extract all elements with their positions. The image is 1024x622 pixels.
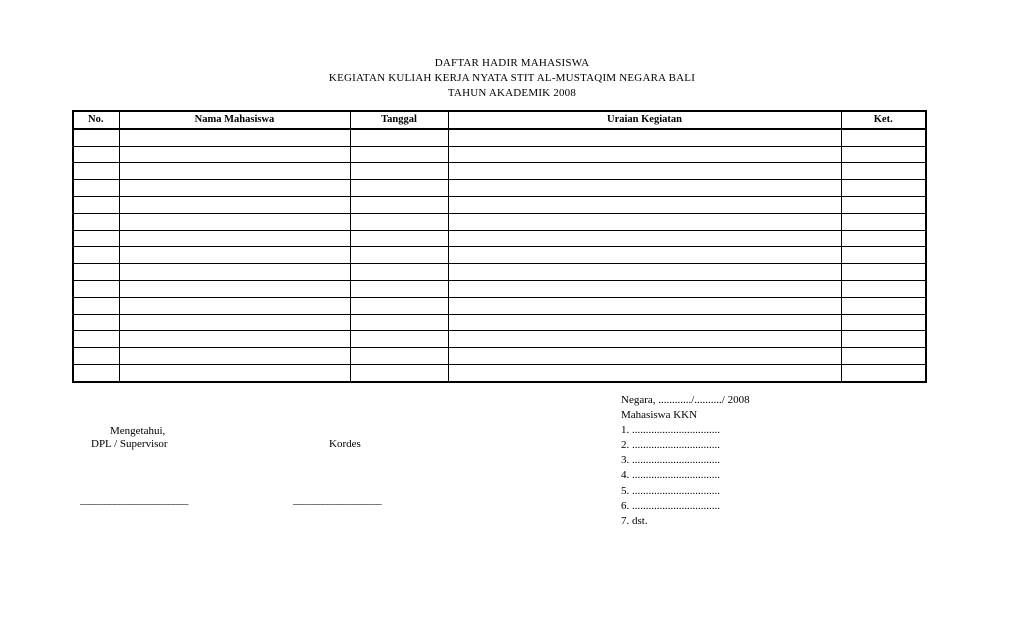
cell-tanggal (350, 163, 448, 180)
cell-nama (119, 180, 350, 197)
cell-nama (119, 348, 350, 365)
table-row (73, 264, 926, 281)
cell-uraian (448, 348, 841, 365)
table-header-row (73, 111, 926, 129)
cell-tanggal (350, 297, 448, 314)
header-academic-year: TAHUN AKADEMIK 2008 (447, 87, 577, 99)
column-header-uraian: Uraian Kegiatan (448, 111, 841, 129)
cell-uraian (448, 264, 841, 281)
cell-no (73, 280, 119, 297)
cell-nama (119, 247, 350, 264)
cell-ket (841, 348, 926, 365)
cell-ket (841, 247, 926, 264)
cell-nama (119, 314, 350, 331)
cell-nama (119, 196, 350, 213)
acknowledgement-label: Mengetahui, (110, 425, 166, 437)
kordes-signature-line: __________________ (293, 494, 382, 506)
cell-ket (841, 331, 926, 348)
student-list-item: 4. ................................ (621, 469, 720, 482)
cell-uraian (448, 247, 841, 264)
cell-tanggal (350, 264, 448, 281)
cell-ket (841, 163, 926, 180)
cell-uraian (448, 297, 841, 314)
cell-uraian (448, 163, 841, 180)
cell-no (73, 348, 119, 365)
cell-nama (119, 331, 350, 348)
cell-nama (119, 264, 350, 281)
cell-ket (841, 314, 926, 331)
cell-no (73, 146, 119, 163)
cell-uraian (448, 180, 841, 197)
cell-nama (119, 230, 350, 247)
cell-no (73, 331, 119, 348)
table-row (73, 129, 926, 146)
cell-nama (119, 280, 350, 297)
student-signature-block (621, 393, 750, 529)
cell-no (73, 297, 119, 314)
cell-no (73, 129, 119, 146)
header-title: DAFTAR HADIR MAHASISWA (434, 57, 590, 69)
cell-tanggal (350, 331, 448, 348)
cell-tanggal (350, 230, 448, 247)
student-list-item: 5. ................................ (621, 484, 720, 497)
table-row (73, 180, 926, 197)
cell-uraian (448, 230, 841, 247)
header-subtitle: KEGIATAN KULIAH KERJA NYATA STIT AL-MUSTAQIM NEGARA BALI (328, 72, 696, 84)
cell-uraian (448, 129, 841, 146)
column-header-nama: Nama Mahasiswa (119, 111, 350, 129)
cell-no (73, 180, 119, 197)
cell-tanggal (350, 146, 448, 163)
student-list-item: 7. dst. (621, 514, 648, 527)
cell-ket (841, 297, 926, 314)
kordes-role: Kordes (329, 438, 361, 450)
attendance-table (72, 110, 927, 383)
cell-nama (119, 297, 350, 314)
table-row (73, 331, 926, 348)
cell-tanggal (350, 247, 448, 264)
cell-tanggal (350, 314, 448, 331)
cell-ket (841, 364, 926, 381)
cell-no (73, 230, 119, 247)
cell-tanggal (350, 348, 448, 365)
table-row (73, 146, 926, 163)
student-title: Mahasiswa KKN (621, 409, 698, 422)
cell-no (73, 213, 119, 230)
student-list-item: 3. ................................ (621, 454, 720, 467)
table-row (73, 364, 926, 381)
cell-no (73, 264, 119, 281)
cell-nama (119, 146, 350, 163)
table-row (73, 297, 926, 314)
cell-uraian (448, 331, 841, 348)
cell-tanggal (350, 364, 448, 381)
cell-uraian (448, 314, 841, 331)
cell-tanggal (350, 280, 448, 297)
document-header (0, 56, 1024, 101)
table-row (73, 314, 926, 331)
cell-ket (841, 213, 926, 230)
cell-nama (119, 364, 350, 381)
cell-tanggal (350, 213, 448, 230)
cell-tanggal (350, 196, 448, 213)
cell-ket (841, 146, 926, 163)
cell-nama (119, 129, 350, 146)
cell-tanggal (350, 180, 448, 197)
column-header-no: No. (73, 111, 119, 129)
cell-uraian (448, 146, 841, 163)
cell-nama (119, 213, 350, 230)
cell-no (73, 196, 119, 213)
column-header-tanggal: Tanggal (350, 111, 448, 129)
student-list-item: 1. ................................ (621, 424, 720, 437)
student-list-item: 2. ................................ (621, 439, 720, 452)
cell-ket (841, 180, 926, 197)
cell-ket (841, 129, 926, 146)
cell-uraian (448, 196, 841, 213)
table-body (73, 129, 926, 382)
cell-ket (841, 196, 926, 213)
cell-ket (841, 280, 926, 297)
cell-no (73, 163, 119, 180)
cell-ket (841, 264, 926, 281)
supervisor-signature-line: ______________________ (80, 494, 188, 506)
table-row (73, 196, 926, 213)
table-row (73, 247, 926, 264)
cell-uraian (448, 213, 841, 230)
cell-no (73, 247, 119, 264)
supervisor-role: DPL / Supervisor (91, 438, 168, 450)
cell-no (73, 314, 119, 331)
table-row (73, 213, 926, 230)
table-row (73, 280, 926, 297)
cell-ket (841, 230, 926, 247)
column-header-ket: Ket. (841, 111, 926, 129)
cell-tanggal (350, 129, 448, 146)
place-date: Negara, ............/........../ 2008 (621, 394, 750, 406)
table-row (73, 163, 926, 180)
cell-no (73, 364, 119, 381)
cell-nama (119, 163, 350, 180)
table-row (73, 348, 926, 365)
cell-uraian (448, 364, 841, 381)
cell-uraian (448, 280, 841, 297)
student-list-item: 6. ................................ (621, 499, 720, 512)
table-row (73, 230, 926, 247)
